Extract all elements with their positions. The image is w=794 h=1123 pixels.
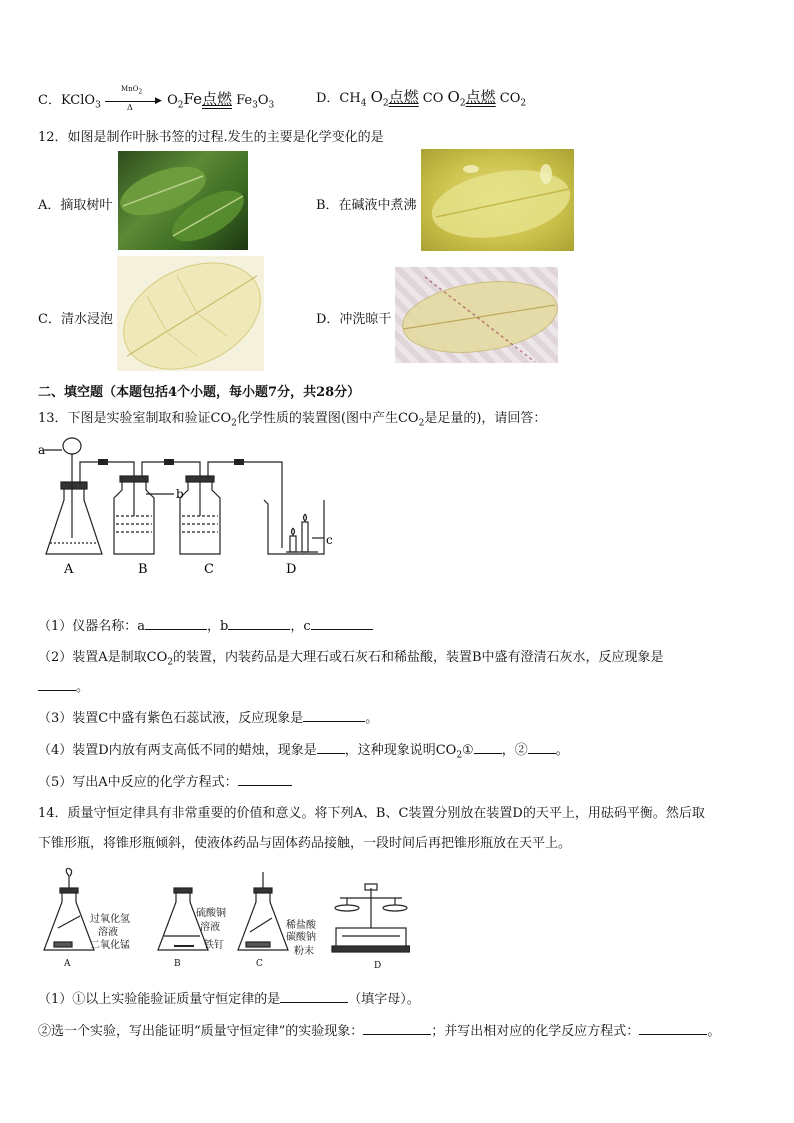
text: （1）①以上实验能验证质量守恒定律的是 — [38, 992, 281, 1007]
formula: O — [167, 93, 178, 108]
text: （5）写出A中反应的化学方程式： — [38, 775, 238, 790]
balance-base — [336, 928, 406, 948]
label-B: B — [138, 562, 148, 577]
q13-part-2 — [38, 646, 664, 668]
answer-blank-letters[interactable] — [280, 990, 348, 1003]
skeleton-leaf — [117, 256, 264, 371]
answer-blank-d-2[interactable] — [528, 741, 556, 754]
text: （3）装置C中盛有紫色石蕊试液，反应现象是 — [38, 711, 304, 726]
section-2-header: 二、填空题（本题包括4个小题，每小题7分，共28分） — [38, 385, 361, 400]
text: 是足量的)，请回答： — [424, 411, 547, 426]
fig-a-tag: A — [64, 959, 71, 969]
condition: 点燃 — [388, 88, 419, 106]
fig-b-label-1: 硫酸铜 — [196, 908, 226, 919]
photo-rinse-and-dry — [395, 267, 558, 363]
answer-blank-d-1[interactable] — [474, 741, 502, 754]
answer-blank-equation-2[interactable] — [639, 1022, 707, 1035]
sub: 2 — [382, 98, 389, 109]
text: （4）装置D内放有两支高低不同的蜡烛，现象是 — [38, 743, 317, 758]
fig-c-tag: C — [256, 959, 263, 969]
text: ；并写出相对应的化学反应方程式： — [431, 1024, 640, 1039]
text: （填字母）。 — [348, 992, 420, 1007]
text: 。 — [76, 680, 90, 695]
answer-blank-c-phenomenon[interactable] — [303, 709, 365, 722]
fig-a-label-1: 过氧化氢 — [90, 914, 130, 925]
beaker-d — [264, 500, 324, 554]
fig-c-label-1: 稀盐酸 — [286, 920, 316, 931]
formula: Fe — [236, 93, 253, 108]
q14-stem-line-1: 14．质量守恒定律具有非常重要的价值和意义。将下列A、B、C装置分别放在装置D的天平上，用砝码平衡。然后取 — [38, 806, 705, 821]
arrow-head: ▶ — [154, 95, 162, 106]
q14-stem-line-2: 下锥形瓶，将锥形瓶倾斜，使液体药品与固体药品接触，一段时间后再把锥形瓶放在天平上。 — [38, 836, 572, 851]
sub: 3 — [95, 100, 101, 111]
text: ① — [462, 743, 474, 758]
label-A: A — [64, 562, 74, 577]
arrow-cond-top: MnO$_2$ — [120, 84, 143, 95]
condition: 点燃 — [201, 90, 232, 108]
fig-c-label-2: 碳酸钠 — [286, 932, 316, 943]
formula: CO — [499, 91, 521, 106]
answer-blank-equation[interactable] — [238, 773, 292, 786]
q14-apparatus-figure — [40, 868, 410, 974]
conical-flask-a — [46, 488, 102, 554]
reaction-arrow — [105, 84, 163, 112]
separatory-funnel — [63, 438, 81, 454]
sub: 2 — [177, 100, 184, 111]
q12-option-a-label: A．摘取树叶 — [38, 198, 113, 213]
stopper-a — [61, 482, 87, 489]
text: ②选一个实验，写出能证明“质量守恒定律”的实验现象： — [38, 1024, 364, 1039]
fig-b-label-2: 溶液 — [200, 922, 220, 933]
formula: CO — [422, 91, 444, 106]
formula: Fe — [183, 90, 202, 108]
sub: 3 — [252, 100, 258, 111]
q12-option-b-label: B．在碱液中煮沸 — [316, 198, 417, 213]
flask-a — [44, 892, 94, 950]
text: 化学性质的装置图(图中产生CO — [236, 411, 419, 426]
text: 。 — [365, 711, 379, 726]
fig-a-label-3: 二氧化锰 — [90, 940, 130, 951]
sub: 3 — [268, 100, 275, 111]
answer-blank-a[interactable] — [145, 617, 207, 630]
photo-boiling-in-alkali — [421, 149, 574, 251]
fig-d-tag: D — [374, 961, 382, 971]
formula: O — [447, 88, 460, 106]
text: ，这种现象说明CO — [344, 743, 457, 758]
label-b: b — [176, 487, 184, 501]
label-c: c — [326, 533, 333, 547]
q12-option-c-label: C．清水浸泡 — [38, 312, 113, 327]
formula: O — [370, 88, 383, 106]
answer-blank-b[interactable] — [228, 617, 290, 630]
leaf-illustration — [118, 151, 248, 250]
answer-blank-d-phenomenon[interactable] — [317, 741, 345, 754]
q14-part-2 — [38, 1020, 720, 1039]
option-c-text: C．KClO — [38, 93, 96, 108]
sub: 2 — [418, 418, 425, 429]
text: ，② — [501, 743, 528, 758]
label-D: D — [286, 562, 297, 577]
text: 。 — [555, 743, 569, 758]
answer-blank-c[interactable] — [311, 617, 373, 630]
fig-a-label-2: 溶液 — [98, 927, 118, 938]
q12-option-d-label: D．冲洗晾干 — [316, 312, 392, 327]
dried-leaf — [395, 267, 558, 363]
q13-part-2-answer — [38, 676, 89, 695]
text: ，b — [207, 619, 229, 634]
q13-part-4 — [38, 739, 569, 761]
q13-part-3 — [38, 707, 378, 726]
condition: 点燃 — [465, 88, 496, 106]
sub: 2 — [231, 418, 237, 429]
sub: 4 — [360, 98, 367, 109]
q13-stem — [38, 407, 546, 429]
flask-b — [158, 892, 208, 950]
photo-soaking-in-water — [117, 256, 264, 371]
q11-option-c — [38, 84, 275, 112]
q11-option-d — [316, 86, 526, 109]
fig-c-label-3: 粉末 — [294, 946, 314, 957]
arrow-cond-bottom: Δ — [126, 102, 133, 112]
label-C: C — [204, 562, 214, 577]
photo-picking-leaves — [118, 151, 248, 250]
label-a: a — [38, 443, 46, 457]
sub: 2 — [459, 98, 466, 109]
q14-part-1 — [38, 988, 420, 1007]
text: 的装置，内装药品是大理石或石灰石和稀盐酸，装置B中盛有澄清石灰水，反应现象是 — [173, 650, 664, 665]
sub: 2 — [167, 657, 173, 668]
text: （2）装置A是制取CO — [38, 650, 168, 665]
text: ，c — [290, 619, 311, 634]
fig-b-tag: B — [174, 959, 181, 969]
formula: O — [257, 93, 269, 108]
q13-part-5 — [38, 771, 292, 790]
option-d-text: D．CH — [316, 91, 361, 106]
answer-blank-phenomenon[interactable] — [363, 1022, 431, 1035]
q13-apparatus-figure — [36, 428, 346, 578]
text: 。 — [707, 1024, 721, 1039]
candle-high — [302, 522, 308, 552]
flask-c — [238, 892, 288, 950]
answer-blank-b-phenomenon[interactable] — [38, 678, 76, 691]
q13-part-1 — [38, 615, 373, 634]
text: 13．下图是实验室制取和验证CO — [38, 411, 232, 426]
sub: 2 — [456, 750, 463, 761]
q12-stem: 12．如图是制作叶脉书签的过程.发生的主要是化学变化的是 — [38, 130, 384, 145]
fig-b-label-3: 铁钉 — [204, 940, 224, 951]
sub: 2 — [520, 98, 527, 109]
arrow-line — [105, 101, 159, 102]
leaf-in-liquid — [421, 149, 574, 251]
candle-low — [290, 536, 296, 552]
text: （1）仪器名称：a — [38, 619, 146, 634]
